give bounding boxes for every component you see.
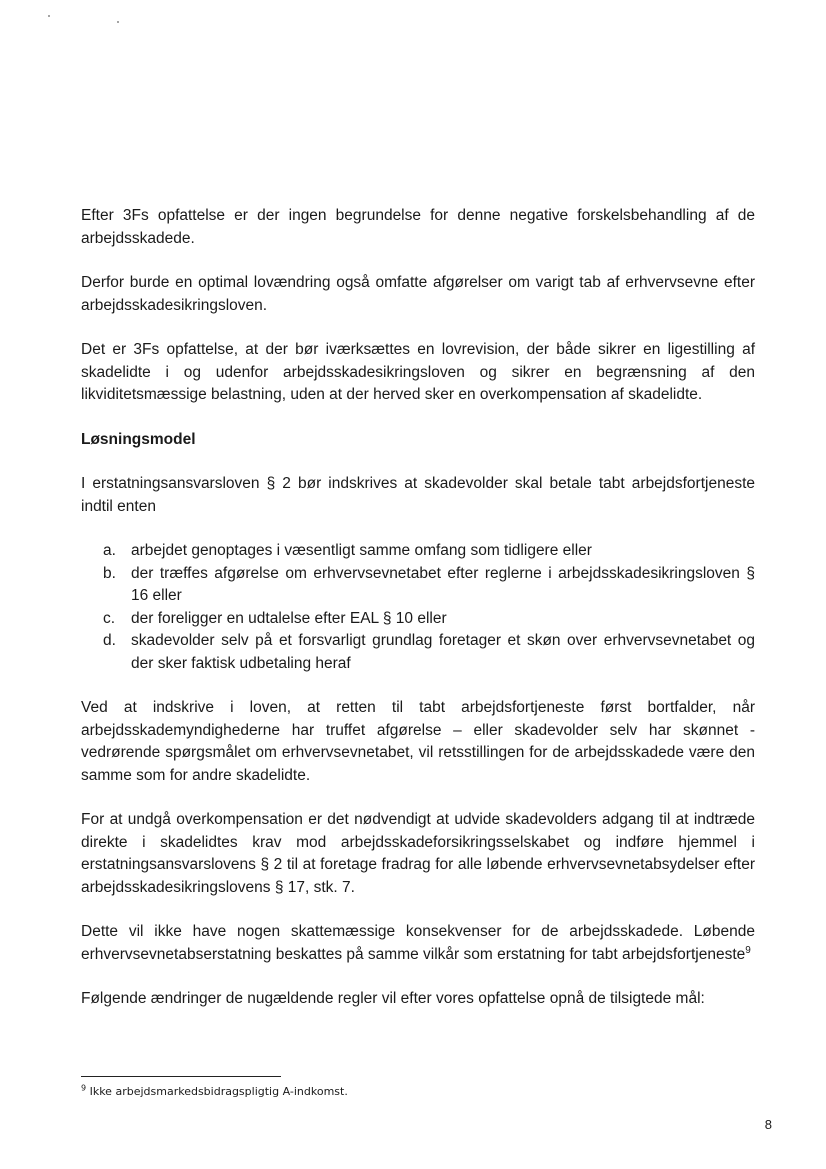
paragraph-text: Dette vil ikke have nogen skattemæssige konsekvenser for de arbejdsskadede. Løbende erhvervsevnetabserstatning beskattes på samme vilkår som erstatning for tabt arbejdsfortjeneste bbox=[81, 923, 755, 963]
list-item-text: der træffes afgørelse om erhvervsevnetabet efter reglerne i arbejdsskadesikringsloven § 16 eller bbox=[131, 564, 755, 604]
paragraph: Ved at indskrive i loven, at retten til tabt arbejdsfortjeneste først bortfalder, når arbejdsskademyndighederne har truffet afgørelse – eller skadevolder selv har skønnet - vedrørende spørgsmålet om erhvervsevnetabet, vil retsstillingen for de arbejdsskadede være den samme som for andre skadelidte. bbox=[81, 699, 755, 784]
list-item-text: der foreligger en udtalelse efter EAL § 10 eller bbox=[131, 609, 447, 627]
list-marker: d. bbox=[103, 632, 116, 649]
list-marker: c. bbox=[103, 609, 116, 627]
paragraph-with-footnote bbox=[81, 921, 755, 966]
document-body bbox=[81, 205, 755, 1033]
paragraph: Det er 3Fs opfattelse, at der bør iværksættes en lovrevision, der både sikrer en ligestilling af skadelidte i og udenfor arbejdsskadesikringsloven og sikrer en begrænsning af den likviditetsmæssige belastning, uden at der herved sker en overkompensation af skadelidte. bbox=[81, 341, 755, 403]
footnote-number: 9 bbox=[81, 1083, 87, 1093]
section-heading: Løsningsmodel bbox=[81, 430, 196, 448]
paragraph: Følgende ændringer de nugældende regler vil efter vores opfattelse opnå de tilsigtede mål: bbox=[81, 990, 705, 1007]
list-item bbox=[81, 540, 755, 563]
footnote-reference: 9 bbox=[745, 944, 751, 956]
list-marker: a. bbox=[103, 542, 116, 559]
footnote-divider bbox=[81, 1076, 281, 1077]
list-marker: b. bbox=[103, 564, 116, 582]
paragraph: Efter 3Fs opfattelse er der ingen begrundelse for denne negative forskelsbehandling af de arbejdsskadede. bbox=[81, 207, 755, 247]
paragraph: I erstatningsansvarsloven § 2 bør indskrives at skadevolder skal betale tabt arbejdsfortjeneste indtil enten bbox=[81, 475, 755, 515]
page-number: 8 bbox=[764, 1117, 772, 1132]
scan-speck bbox=[117, 21, 119, 23]
list-item bbox=[81, 563, 755, 608]
footnote-text: Ikke arbejdsmarkedsbidragspligtig A-indkomst. bbox=[89, 1085, 348, 1098]
scan-speck bbox=[48, 15, 50, 17]
paragraph: Derfor burde en optimal lovændring også omfatte afgørelser om varigt tab af erhvervsevne efter arbejdsskadesikringsloven. bbox=[81, 274, 755, 314]
list-item bbox=[81, 608, 755, 631]
list-item bbox=[81, 630, 755, 675]
paragraph: For at undgå overkompensation er det nødvendigt at udvide skadevolders adgang til at indtræde direkte i skadelidtes krav mod arbejdsskadeforsikringsselskabet og indføre hjemmel i erstatningsansvarslovens § 2 til at foretage fradrag for alle løbende erhvervsevnetabsydelser efter arbejdsskadesikringslovens § 17, stk. 7. bbox=[81, 811, 755, 896]
condition-list bbox=[81, 540, 755, 675]
footnote bbox=[81, 1085, 348, 1099]
list-item-text: arbejdet genoptages i væsentligt samme omfang som tidligere eller bbox=[131, 542, 592, 559]
list-item-text: skadevolder selv på et forsvarligt grundlag foretager et skøn over erhvervsevnetabet og der sker faktisk udbetaling heraf bbox=[131, 632, 755, 672]
